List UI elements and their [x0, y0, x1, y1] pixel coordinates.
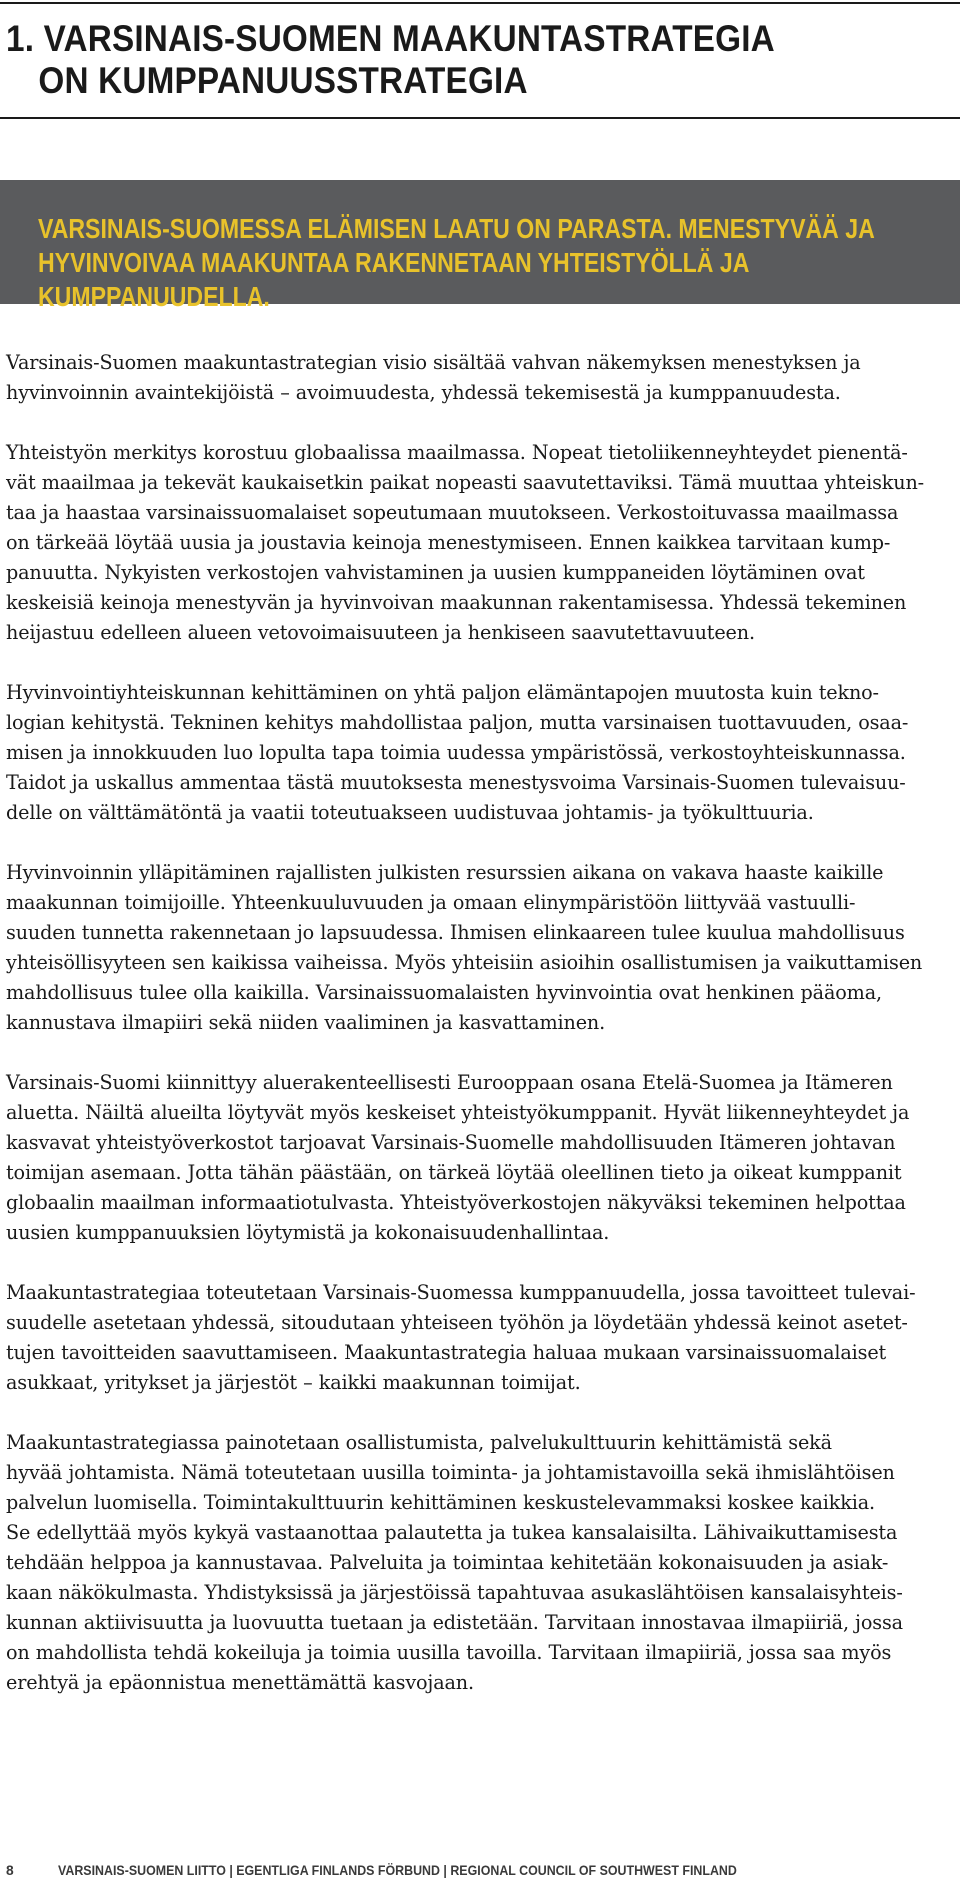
paragraph-line: maakunnan toimijoille. Yhteenkuuluvuuden ja omaan elinympäristöön liittyvää vastuulli-	[6, 891, 856, 914]
paragraph-line: suuden tunnetta rakennetaan jo lapsuudessa. Ihmisen elinkaareen tulee kuulua mahdollisuus	[6, 921, 905, 944]
paragraph-line: asukkaat, yritykset ja järjestöt – kaikki maakunnan toimijat.	[6, 1371, 581, 1394]
paragraph-line: tujen tavoitteiden saavuttamiseen. Maakuntastrategia haluaa mukaan varsinaissuomalaiset	[6, 1341, 887, 1364]
paragraph-line: on tärkeää löytää uusia ja joustavia keinoja menestymiseen. Ennen kaikkea tarvitaan kump-	[6, 531, 891, 554]
highlight-banner	[0, 180, 960, 312]
paragraph-line: hyvinvoinnin avaintekijöistä – avoimuudesta, yhdessä tekemisestä ja kumppanuudesta.	[6, 381, 841, 404]
paragraph-line: suudelle asetetaan yhdessä, sitoudutaan yhteiseen työhön ja löydetään yhdessä keinot asetet-	[6, 1311, 908, 1334]
paragraph-line: kaan näkökulmasta. Yhdistyksissä ja järjestöissä tapahtuvaa asukaslähtöisen kansalaisyhteis-	[6, 1581, 903, 1604]
paragraph-line: Yhteistyön merkitys korostuu globaalissa maailmassa. Nopeat tietoliikenneyhteydet pienentä-	[6, 441, 908, 464]
paragraph-line: misen ja innokkuuden luo lopulta tapa toimia uudessa ympäristössä, verkostoyhteiskunnassa.	[6, 741, 906, 764]
paragraph-line: mahdollisuus tulee olla kaikilla. Varsinaissuomalaisten hyvinvointia ovat henkinen pääoma,	[6, 981, 882, 1004]
paragraph-line: globaalin maailman informaatiotulvasta. Yhteistyöverkostojen näkyväksi tekeminen helpottaa	[6, 1191, 906, 1214]
paragraph-line: Maakuntastrategiassa painotetaan osallistumista, palvelukulttuurin kehittämistä sekä	[6, 1431, 832, 1454]
body-paragraph	[6, 1278, 956, 1398]
paragraph-line: on mahdollista tehdä kokeiluja ja toimia uusilla tavoilla. Tarvitaan ilmapiiriä, jossa saa myös	[6, 1641, 892, 1664]
paragraph-line: kasvavat yhteistyöverkostot tarjoavat Varsinais-Suomelle mahdollisuuden Itämeren johtavan	[6, 1131, 896, 1154]
banner-text	[38, 212, 878, 314]
body-paragraph	[6, 678, 956, 828]
page-footer	[6, 1863, 956, 1879]
body-paragraph	[6, 858, 956, 1038]
paragraph-line: kannustava ilmapiiri sekä niiden vaaliminen ja kasvattaminen.	[6, 1011, 606, 1034]
paragraph-line: Hyvinvoinnin ylläpitäminen rajallisten julkisten resurssien aikana on vakava haaste kaikille	[6, 861, 884, 884]
chapter-title	[6, 18, 852, 102]
banner-line-2: HYVINVOIVAA MAAKUNTAA RAKENNETAAN YHTEISTYÖLLÄ JA KUMPPANUUDELLA.	[38, 247, 749, 312]
footer-organization: VARSINAIS-SUOMEN LIITTO | EGENTLIGA FINLANDS FÖRBUND | REGIONAL COUNCIL OF SOUTHWEST FINLAND	[58, 1863, 737, 1878]
paragraph-line: palvelun luomisella. Toimintakulttuurin kehittäminen keskustelevammaksi koskee kaikkia.	[6, 1491, 875, 1514]
paragraph-line: delle on välttämätöntä ja vaatii toteutuakseen uudistuvaa johtamis- ja työkulttuuria.	[6, 801, 814, 824]
paragraph-line: aluetta. Näiltä alueilta löytyvät myös keskeiset yhteistyökumppanit. Hyvät liikenneyhteydet ja	[6, 1101, 910, 1124]
paragraph-line: taa ja haastaa varsinaissuomalaiset sopeutumaan muutokseen. Verkostoituvassa maailmassa	[6, 501, 899, 524]
paragraph-line: Taidot ja uskallus ammentaa tästä muutoksesta menestysvoima Varsinais-Suomen tulevaisuu-	[6, 771, 906, 794]
paragraph-line: hyvää johtamista. Nämä toteutetaan uusilla toiminta- ja johtamistavoilla sekä ihmislähtöisen	[6, 1461, 895, 1484]
paragraph-line: vät maailmaa ja tekevät kaukaisetkin paikat nopeasti saavutettaviksi. Tämä muuttaa yhteiskun-	[6, 471, 924, 494]
paragraph-line: logian kehitystä. Tekninen kehitys mahdollistaa paljon, mutta varsinaisen tuottavuuden, osaa-	[6, 711, 909, 734]
paragraph-line: Maakuntastrategiaa toteutetaan Varsinais-Suomessa kumppanuudella, jossa tavoitteet tulevai-	[6, 1281, 916, 1304]
body-text	[6, 348, 956, 1728]
top-rule	[0, 2, 960, 4]
paragraph-line: panuutta. Nykyisten verkostojen vahvistaminen ja uusien kumppaneiden löytäminen ovat	[6, 561, 865, 584]
title-underline-rule	[0, 117, 960, 119]
paragraph-line: kunnan aktiivisuutta ja luovuutta tuetaan ja edistetään. Tarvitaan innostavaa ilmapiiriä, jossa	[6, 1611, 903, 1634]
banner-line-1: VARSINAIS-SUOMESSA ELÄMISEN LAATU ON PARASTA. MENESTYVÄÄ JA	[38, 213, 875, 244]
chapter-title-line-1: 1. VARSINAIS-SUOMEN MAAKUNTASTRATEGIA	[6, 18, 775, 59]
body-paragraph	[6, 1428, 956, 1698]
paragraph-line: toimijan asemaan. Jotta tähän päästään, on tärkeä löytää oleellinen tieto ja oikeat kumppanit	[6, 1161, 902, 1184]
page-number: 8	[6, 1863, 14, 1878]
paragraph-line: Hyvinvointiyhteiskunnan kehittäminen on yhtä paljon elämäntapojen muutosta kuin tekno-	[6, 681, 879, 704]
paragraph-line: Varsinais-Suomi kiinnittyy aluerakenteellisesti Eurooppaan osana Etelä-Suomea ja Itämeren	[6, 1071, 893, 1094]
paragraph-line: keskeisiä keinoja menestyvän ja hyvinvoivan maakunnan rakentamisessa. Yhdessä tekeminen	[6, 591, 907, 614]
paragraph-line: Se edellyttää myös kykyä vastaanottaa palautetta ja tukea kansalaisilta. Lähivaikuttamisesta	[6, 1521, 898, 1544]
body-paragraph	[6, 438, 956, 648]
paragraph-line: Varsinais-Suomen maakuntastrategian visio sisältää vahvan näkemyksen menestyksen ja	[6, 351, 861, 374]
body-paragraph	[6, 348, 956, 408]
body-paragraph	[6, 1068, 956, 1248]
chapter-title-line-2: ON KUMPPANUUSSTRATEGIA	[38, 60, 528, 101]
paragraph-line: tehdään helppoa ja kannustavaa. Palveluita ja toimintaa kehitetään kokonaisuuden ja asiak-	[6, 1551, 889, 1574]
paragraph-line: yhteisöllisyyteen sen kaikissa vaiheissa. Myös yhteisiin asioihin osallistumisen ja vaikuttamisen	[6, 951, 923, 974]
paragraph-line: uusien kumppanuuksien löytymistä ja kokonaisuudenhallintaa.	[6, 1221, 610, 1244]
paragraph-line: erehtyä ja epäonnistua menettämättä kasvojaan.	[6, 1671, 474, 1694]
paragraph-line: heijastuu edelleen alueen vetovoimaisuuteen ja henkiseen saavutettavuuteen.	[6, 621, 755, 644]
